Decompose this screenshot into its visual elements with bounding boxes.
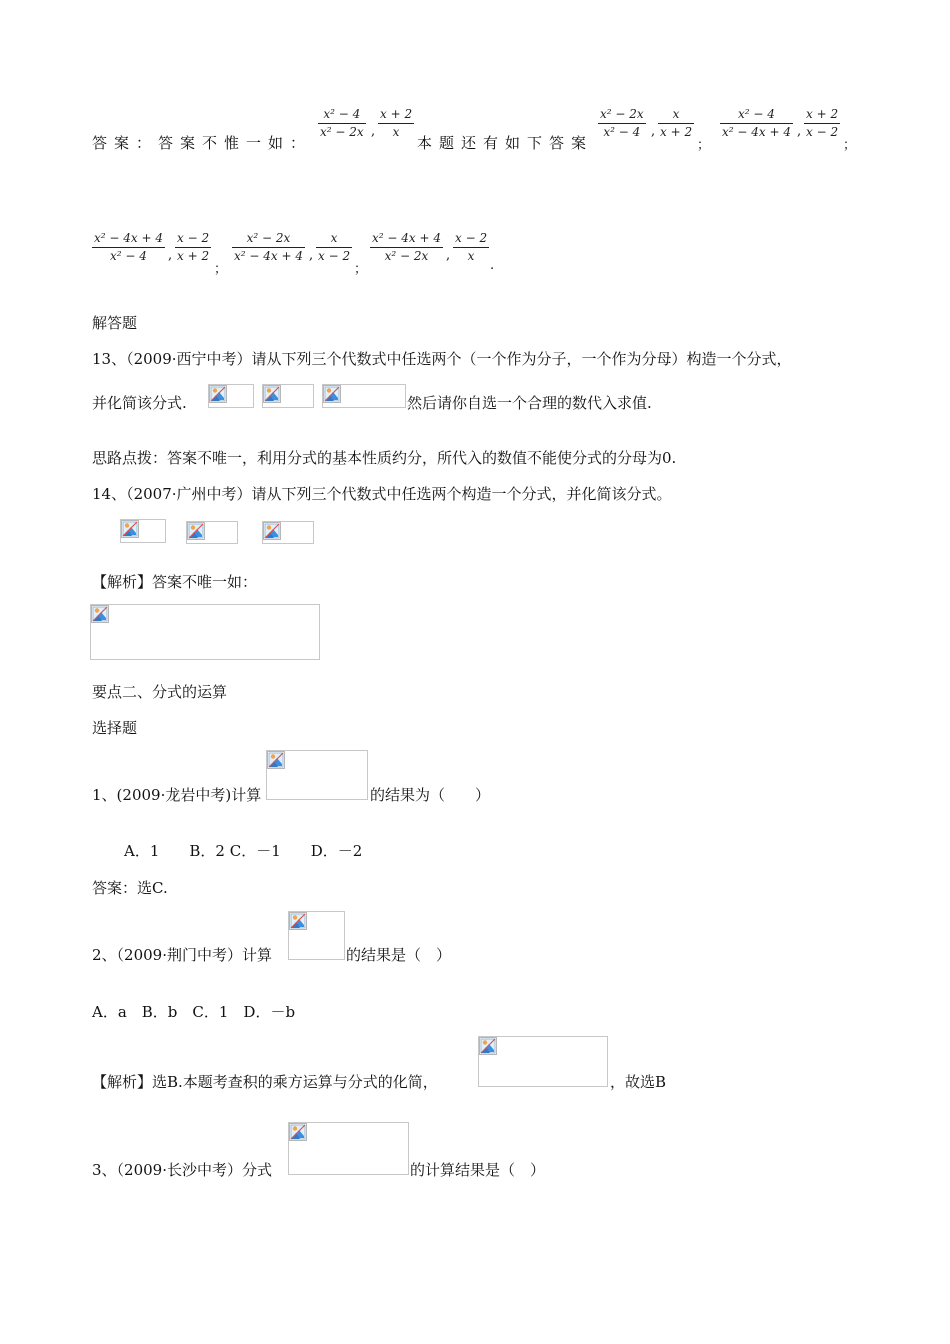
semicolon: ；: [214, 262, 228, 277]
heading-xuanzeti: 选择题: [92, 719, 138, 737]
denominator: x² − 4: [110, 249, 147, 263]
broken-image-icon: [323, 385, 341, 403]
question-2b: 的结果是（ ）: [346, 946, 452, 964]
question-3b: 的计算结果是（ ）: [410, 1161, 546, 1179]
question-13-line2b: 然后请你自选一个合理的数代入求值.: [407, 394, 652, 412]
question-2-options: A．a B．b C．1 D．－b: [92, 1003, 296, 1021]
question-13-line2a: 并化简该分式.: [92, 394, 187, 412]
question-2-analysis-b: ，故选B: [610, 1073, 667, 1091]
denominator: x + 2: [660, 125, 693, 139]
numerator: x² − 4: [738, 107, 775, 121]
fraction: [318, 107, 366, 140]
comma: ,: [797, 124, 802, 139]
question-2-analysis-a: 【解析】选B.本题考查积的乘方运算与分式的化简，: [92, 1073, 438, 1091]
fraction: [370, 231, 443, 264]
denominator: x: [467, 249, 475, 263]
answer-mid-text: 本题还有如下答案: [417, 134, 594, 152]
denominator: x − 2: [806, 125, 839, 139]
broken-image: [322, 384, 406, 408]
question-14: 14、（2007·广州中考）请从下列三个代数式中任选两个构造一个分式，并化简该分式。: [92, 485, 672, 503]
question-1-answer: 答案：选C.: [92, 879, 168, 897]
broken-image-icon: [209, 385, 227, 403]
numerator: x² − 2x: [600, 107, 644, 121]
numerator: x² − 2x: [246, 231, 291, 245]
question-1-options: A．1 B．2 C．－1 D．－2: [124, 842, 363, 860]
fraction: [175, 231, 211, 264]
numerator: x: [672, 107, 680, 121]
broken-image: [90, 604, 320, 660]
denominator: x² − 2x: [384, 249, 429, 263]
broken-image-icon: [267, 751, 285, 769]
comma: ,: [309, 248, 314, 263]
broken-image: [288, 1122, 409, 1175]
fraction: [720, 107, 793, 140]
question-13-hint: 思路点拨：答案不唯一，利用分式的基本性质约分，所代入的数值不能使分式的分母为0.: [92, 449, 677, 467]
semicolon: ；: [697, 138, 711, 153]
fraction: [804, 107, 840, 140]
comma: ,: [446, 248, 451, 263]
comma: ,: [651, 124, 656, 139]
heading-jiedati: 解答题: [92, 314, 138, 332]
denominator: x + 2: [177, 249, 210, 263]
broken-image-icon: [121, 520, 139, 538]
question-2a: 2、（2009·荆门中考）计算: [92, 946, 272, 964]
broken-image-icon: [187, 522, 205, 540]
question-13-line1: 13、（2009·西宁中考）请从下列三个代数式中任选两个（一个作为分子，一个作为分母）构造一个分式，: [92, 350, 792, 368]
comma: ,: [168, 248, 173, 263]
denominator: x² − 4x + 4: [234, 249, 303, 263]
question-14-analysis: 【解析】答案不唯一如：: [92, 573, 258, 591]
broken-image: [288, 911, 345, 960]
period: .: [490, 258, 495, 273]
denominator: x² − 2x: [320, 125, 364, 139]
fraction: [378, 107, 414, 140]
numerator: x² − 4x + 4: [94, 231, 163, 245]
fraction: [316, 231, 352, 264]
denominator: x − 2: [318, 249, 351, 263]
numerator: x − 2: [177, 231, 210, 245]
numerator: x + 2: [806, 107, 839, 121]
broken-image-icon: [479, 1037, 497, 1055]
numerator: x² − 4: [323, 107, 361, 121]
answer-label: 答案：答案不惟一如：: [92, 134, 313, 152]
question-1a: 1、(2009·龙岩中考)计算: [92, 786, 262, 804]
fraction: [92, 231, 165, 264]
comma: ,: [371, 124, 376, 139]
denominator: x: [392, 125, 400, 139]
fraction: [598, 107, 646, 140]
numerator: x + 2: [380, 107, 413, 121]
semicolon: ；: [354, 262, 368, 277]
question-3a: 3、（2009·长沙中考）分式: [92, 1161, 272, 1179]
broken-image-icon: [289, 1123, 307, 1141]
denominator: x² − 4x + 4: [722, 125, 791, 139]
broken-image: [262, 521, 314, 544]
broken-image-icon: [289, 912, 307, 930]
denominator: x² − 4: [603, 125, 641, 139]
broken-image: [120, 519, 166, 543]
broken-image: [266, 750, 368, 800]
fraction: [453, 231, 489, 264]
semicolon: ；: [843, 138, 857, 153]
broken-image-icon: [263, 385, 281, 403]
fraction: [232, 231, 305, 264]
fraction: [658, 107, 694, 140]
section-heading: 要点二、分式的运算: [92, 683, 228, 701]
broken-image: [186, 521, 238, 544]
question-1b: 的结果为（ ）: [370, 786, 491, 804]
broken-image: [208, 384, 254, 408]
numerator: x: [330, 231, 338, 245]
broken-image: [262, 384, 314, 408]
numerator: x² − 4x + 4: [372, 231, 441, 245]
broken-image-icon: [91, 605, 109, 623]
broken-image-icon: [263, 522, 281, 540]
broken-image: [478, 1036, 608, 1087]
numerator: x − 2: [455, 231, 488, 245]
